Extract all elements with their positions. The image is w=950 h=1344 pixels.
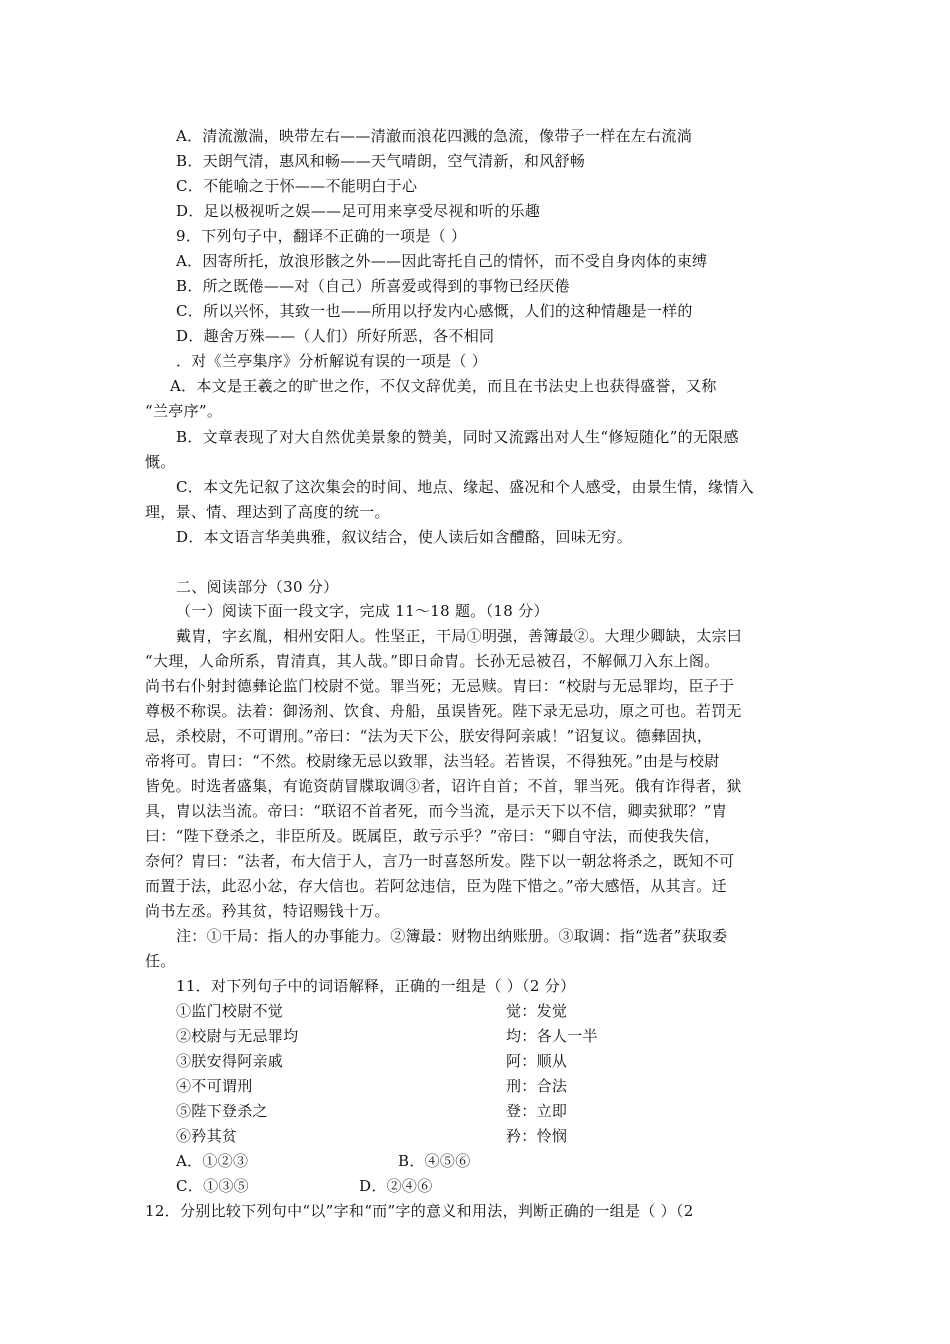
q11-item (176, 1076, 568, 1096)
q11-item (176, 1051, 568, 1071)
passage-line: 帝将可。胄曰：“不然。校尉缘无忌以致罪，法当轻。若皆误，不得独死。”由是与校尉 (145, 752, 720, 770)
q10-option-c: C．本文先记叙了这次集会的时间、地点、缘起、盛况和个人感受，由景生情，缘情入 (176, 478, 754, 496)
q9-option-d: D．趣舍万殊——（人们）所好所恶，各不相同 (176, 327, 495, 345)
q11-item-gloss: 均：各人一半 (506, 1027, 598, 1045)
passage-note: 注：①干局：指人的办事能力。②簿最：财物出纳账册。③取调：指“选者”获取委 (176, 927, 728, 945)
q11-item (176, 1126, 568, 1146)
q11-item-gloss: 登：立即 (506, 1102, 568, 1120)
q11-option-b: B．④⑤⑥ (398, 1152, 471, 1170)
passage-line: “大理，人命所系，胄清真，其人哉。”即日命胄。长孙无忌被召，不解佩刀入东上阁。 (145, 652, 720, 670)
q11-options-row (176, 1176, 433, 1196)
q8-option-a: A．清流激湍，映带左右——清澈而浪花四溅的急流，像带子一样在左右流淌 (176, 127, 693, 145)
part-1-title: （一）阅读下面一段文字，完成 11～18 题。（18 分） (176, 602, 549, 620)
passage-note-cont: 任。 (145, 952, 176, 970)
passage-line: 尚书右仆射封德彝论监门校尉不觉。罪当死；无忌赎。胄曰：“校尉与无忌罪均，臣子于 (145, 677, 735, 695)
q12-stem: 12．分别比较下列句中“以”字和“而”字的意义和用法，判断正确的一组是（ ）（2 (145, 1202, 694, 1220)
q9-option-a: A．因寄所托，放浪形骸之外——因此寄托自己的情怀，而不受自身肉体的束缚 (176, 252, 708, 270)
q11-item (176, 1001, 568, 1021)
q11-item-gloss: 觉：发觉 (506, 1002, 568, 1020)
q9-option-c: C．所以兴怀，其致一也——所用以抒发内心感慨，人们的这种情趣是一样的 (176, 302, 693, 320)
section-2-title: 二、阅读部分（30 分） (176, 578, 339, 596)
q10-stem: ．对《兰亭集序》分析解说有误的一项是（ ） (176, 352, 488, 370)
q10-option-b-cont: 慨。 (145, 453, 176, 471)
passage-line: 具，胄以法当流。帝曰：“联诏不首者死，而今当流，是示天下以不信，卿卖狱耶？”胄 (145, 802, 728, 820)
q11-item-sentence: ③朕安得阿亲戚 (176, 1052, 284, 1070)
q11-item-sentence: ②校尉与无忌罪均 (176, 1027, 299, 1045)
q8-option-c: C．不能喻之于怀——不能明白于心 (176, 177, 418, 195)
q11-item-sentence: ④不可谓刑 (176, 1077, 253, 1095)
q10-option-c-cont: 理，景、情、理达到了高度的统一。 (145, 503, 390, 521)
passage-line: 而置于法，此忍小忿，存大信也。若阿忿违信，臣为陛下惜之。”帝大感悟，从其言。迁 (145, 877, 727, 895)
q11-option-a: A．①②③ (176, 1152, 249, 1170)
q10-option-a-cont: “兰亭序”。 (145, 402, 223, 420)
passage-line: 忌，杀校尉，不可谓刑。”帝曰：“法为天下公，朕安得阿亲戚！”诏复议。德彝固执， (145, 727, 713, 745)
passage-line: 曰：“陛下登杀之，非臣所及。既属臣，敢亏示乎？”帝曰：“卿自守法，而使我失信， (145, 827, 720, 845)
q11-item (176, 1026, 598, 1046)
q8-option-b: B．天朗气清，惠风和畅——天气晴朗，空气清新，和风舒畅 (176, 152, 586, 170)
q11-stem: 11．对下列句子中的词语解释，正确的一组是（ ）（2 分） (176, 977, 576, 995)
q11-item-gloss: 矜：怜悯 (506, 1127, 568, 1145)
q11-item (176, 1101, 568, 1121)
q11-option-c: C．①③⑤ (176, 1177, 249, 1195)
passage-line: 尚书左丞。矜其贫，特诏赐钱十万。 (145, 902, 390, 920)
q10-option-b: B．文章表现了对大自然优美景象的赞美，同时又流露出对人生“修短随化”的无限感 (176, 428, 739, 446)
passage-line: 皆免。时选者盛集，有诡资荫冒牒取调③者，诏许自首；不首，罪当死。俄有诈得者，狱 (145, 777, 742, 795)
q9-stem: 9．下列句子中，翻译不正确的一项是（ ） (176, 227, 467, 245)
q8-option-d: D．足以极视听之娱——足可用来享受尽视和听的乐趣 (176, 202, 541, 220)
q10-option-d: D．本文语言华美典雅，叙议结合，使人读后如含醴酪，回味无穷。 (176, 528, 633, 546)
passage-line: 戴胄，字玄胤，相州安阳人。性坚正，干局①明强，善簿最②。大理少卿缺，太宗曰 (176, 627, 743, 645)
q11-item-gloss: 刑：合法 (506, 1077, 568, 1095)
q11-item-sentence: ①监门校尉不觉 (176, 1002, 284, 1020)
q9-option-b: B．所之既倦——对（自己）所喜爱或得到的事物已经厌倦 (176, 277, 570, 295)
q11-option-d: D．②④⑥ (359, 1177, 433, 1195)
q11-options-row (176, 1151, 471, 1171)
q11-item-sentence: ⑤陛下登杀之 (176, 1102, 268, 1120)
q11-item-gloss: 阿：顺从 (506, 1052, 568, 1070)
passage-line: 奈何？胄曰：“法者，布大信于人，言乃一时喜怒所发。陛下以一朝忿将杀之，既知不可 (145, 852, 735, 870)
q10-option-a: A．本文是王羲之的旷世之作，不仅文辞优美，而且在书法史上也获得盛誉，又称 (170, 377, 717, 395)
passage-line: 尊极不称误。法着：御汤剂、饮食、舟船，虽误皆死。陛下录无忌功，原之可也。若罚无 (145, 702, 742, 720)
q11-item-sentence: ⑥矜其贫 (176, 1127, 238, 1145)
